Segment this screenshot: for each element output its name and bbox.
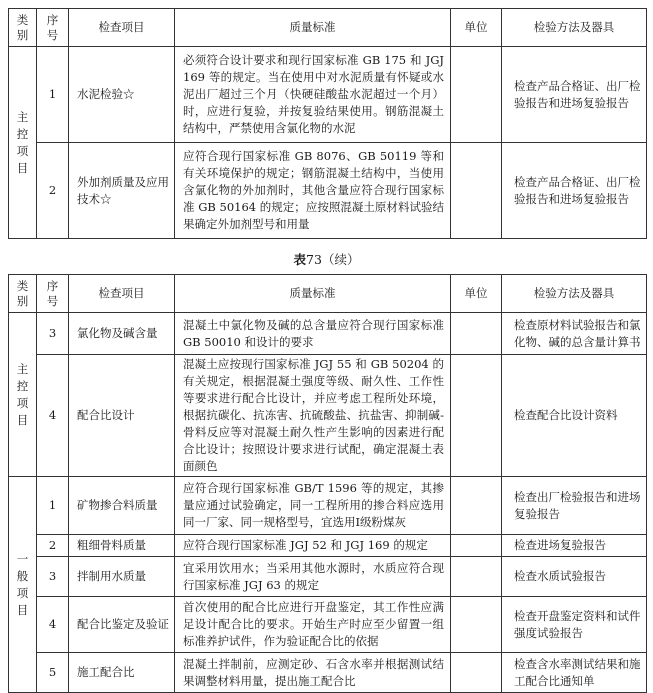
row-unit: [451, 355, 502, 477]
table-row: [9, 477, 647, 535]
header-method: 检验方法及器具: [502, 9, 647, 47]
row-unit: [451, 653, 502, 693]
header-item: 检查项目: [69, 9, 175, 47]
row-unit: [451, 557, 502, 597]
header-category: 类 别: [9, 9, 37, 47]
row-seq: 4: [37, 597, 69, 653]
row-item: 外加剂质量及应用技术☆: [69, 143, 175, 239]
quality-table-part2: [8, 274, 647, 693]
row-seq: 3: [37, 557, 69, 597]
row-standard: 必须符合设计要求和现行国家标准 GB 175 和 JGJ 169 等的规定。当在使用中对水泥质量有怀疑或水泥出厂超过三个月（快硬硅酸盐水泥超过一个月）时，应进行复验，并按复验结果使用。钢筋混凝土结构中，严禁使用含氯化物的水泥: [175, 47, 451, 143]
table-row: [9, 597, 647, 653]
row-method: 检查进场复验报告: [502, 535, 647, 557]
caption-number: 73（续）: [306, 252, 360, 267]
row-item: 粗细骨料质量: [69, 535, 175, 557]
row-item: 配合比鉴定及验证: [69, 597, 175, 653]
row-unit: [451, 143, 502, 239]
row-seq: 1: [37, 47, 69, 143]
header-category: 类 别: [9, 275, 37, 313]
category-main-control: 主 控 项 目: [9, 313, 37, 477]
row-item: 水泥检验☆: [69, 47, 175, 143]
table-caption: [0, 250, 653, 268]
table-header-row: [9, 9, 647, 47]
row-unit: [451, 535, 502, 557]
row-standard: 混凝土应按现行国家标准 JGJ 55 和 GB 50204 的有关规定，根据混凝土强度等级、耐久性、工作性等要求进行配合比设计，并应考虑工程所处环境，根据抗碳化、抗冻害、抗硫酸盐、抗盐害、抑制碱-骨料反应等对混凝土耐久性产生影响的因素进行配合比设计；按照设计要求进行试配，确定混凝土表面颜色: [175, 355, 451, 477]
row-standard: 混凝土拌制前，应测定砂、石含水率并根据测试结果调整材料用量，提出施工配合比: [175, 653, 451, 693]
row-item: 施工配合比: [69, 653, 175, 693]
row-unit: [451, 597, 502, 653]
row-method: 检查水质试验报告: [502, 557, 647, 597]
header-standard: 质量标准: [175, 275, 451, 313]
row-item: 氯化物及碱含量: [69, 313, 175, 355]
row-item: 拌制用水质量: [69, 557, 175, 597]
table-row: [9, 355, 647, 477]
table-header-row: [9, 275, 647, 313]
table-row: [9, 557, 647, 597]
row-seq: 5: [37, 653, 69, 693]
row-standard: 混凝土中氯化物及碱的总含量应符合现行国家标准 GB 50010 和设计的要求: [175, 313, 451, 355]
row-standard: 应符合现行国家标准 GB/T 1596 等的规定，其掺量应通过试验确定，同一工程所用的掺合料应选用同一厂家、同一规格型号，宜选用Ⅰ级粉煤灰: [175, 477, 451, 535]
row-item: 矿物掺合料质量: [69, 477, 175, 535]
header-unit: 单位: [451, 275, 502, 313]
row-standard: 应符合现行国家标准 JGJ 52 和 JGJ 169 的规定: [175, 535, 451, 557]
row-method: 检查含水率测试结果和施工配合比通知单: [502, 653, 647, 693]
row-method: 检查产品合格证、出厂检验报告和进场复验报告: [502, 47, 647, 143]
header-seq: 序 号: [37, 275, 69, 313]
row-method: 检查产品合格证、出厂检验报告和进场复验报告: [502, 143, 647, 239]
header-unit: 单位: [451, 9, 502, 47]
quality-table-part1: [8, 8, 647, 239]
row-unit: [451, 477, 502, 535]
row-standard: 应符合现行国家标准 GB 8076、GB 50119 等和有关环境保护的规定；钢筋混凝土结构中，当使用含氯化物的外加剂时，其他含量应符合现行国家标准 GB 50164 的规定；应按照混凝土原材料试验结果确定外加剂型号和用量: [175, 143, 451, 239]
table-row: [9, 313, 647, 355]
header-item: 检查项目: [69, 275, 175, 313]
row-item: 配合比设计: [69, 355, 175, 477]
row-method: 检查出厂检验报告和进场复验报告: [502, 477, 647, 535]
row-method: 检查原材料试验报告和氯化物、碱的总含量计算书: [502, 313, 647, 355]
row-unit: [451, 313, 502, 355]
header-standard: 质量标准: [175, 9, 451, 47]
category-main-control: 主 控 项 目: [9, 47, 37, 239]
row-unit: [451, 47, 502, 143]
row-method: 检查配合比设计资料: [502, 355, 647, 477]
table-row: [9, 47, 647, 143]
row-method: 检查开盘鉴定资料和试件强度试验报告: [502, 597, 647, 653]
table-row: [9, 653, 647, 693]
table-row: [9, 535, 647, 557]
row-seq: 2: [37, 535, 69, 557]
row-seq: 2: [37, 143, 69, 239]
row-standard: 宜采用饮用水；当采用其他水源时，水质应符合现行国家标准 JGJ 63 的规定: [175, 557, 451, 597]
header-method: 检验方法及器具: [502, 275, 647, 313]
row-seq: 4: [37, 355, 69, 477]
category-general: 一 般 项 目: [9, 477, 37, 693]
row-seq: 3: [37, 313, 69, 355]
header-seq: 序 号: [37, 9, 69, 47]
row-standard: 首次使用的配合比应进行开盘鉴定，其工作性应满足设计配合比的要求。开始生产时应至少留置一组标准养护试件，作为验证配合比的依据: [175, 597, 451, 653]
row-seq: 1: [37, 477, 69, 535]
caption-label: 表: [293, 252, 307, 267]
table-row: [9, 143, 647, 239]
